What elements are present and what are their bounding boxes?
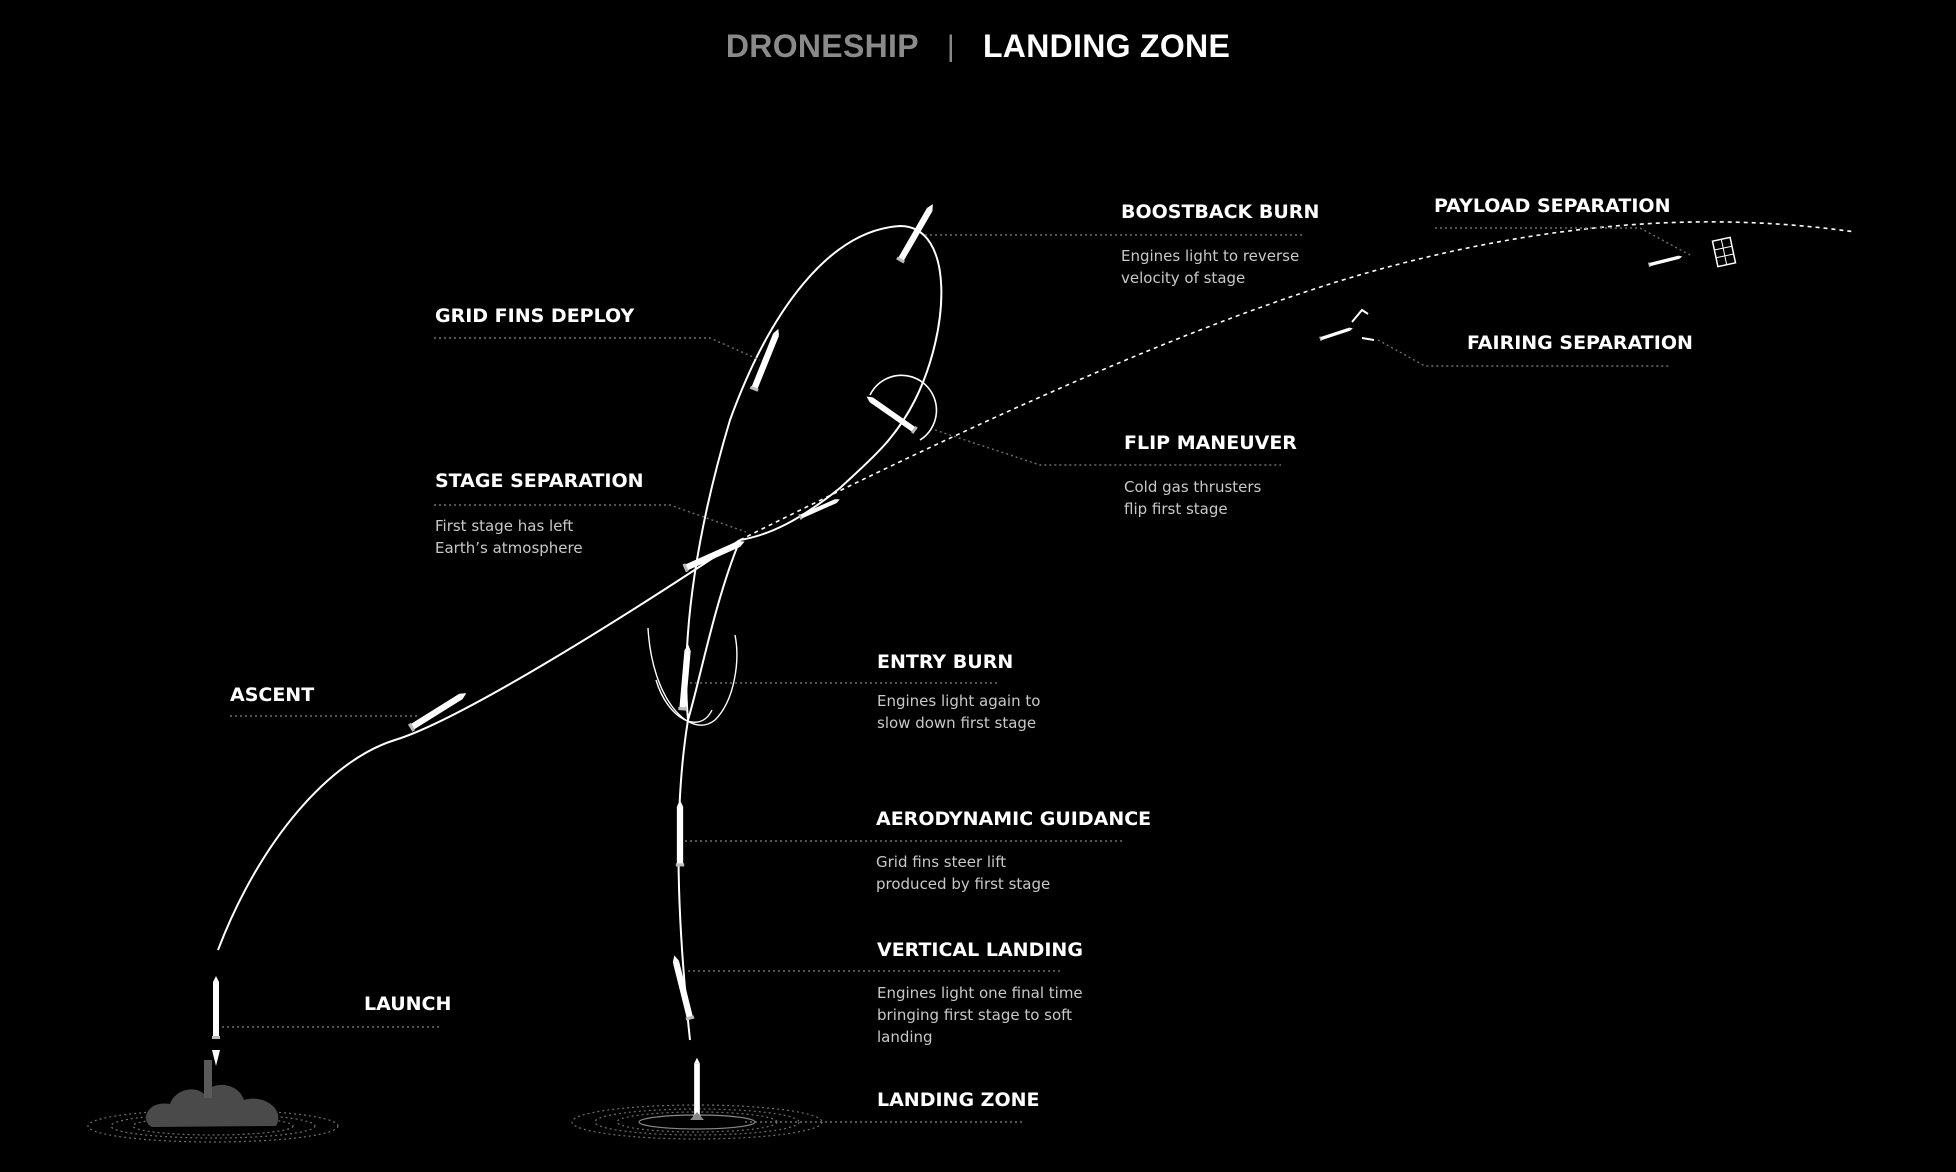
rocket-boostback — [896, 202, 936, 263]
desc-vertical-landing: Engines light one final time bringing first stage to soft landing — [877, 984, 1083, 1046]
label-landing-zone: LANDING ZONE — [877, 1089, 1040, 1111]
label-entry-burn: ENTRY BURN — [877, 651, 1014, 673]
label-payload-separation: PAYLOAD SEPARATION — [1434, 195, 1671, 217]
desc-aerodynamic-guidance: Grid fins steer lift produced by first stage — [876, 853, 1051, 893]
entry-burn-arc-outer — [648, 628, 737, 725]
ascent-trajectory — [218, 540, 740, 950]
rocket-landed — [693, 1058, 701, 1118]
satellite-icon — [1712, 237, 1735, 266]
label-aerodynamic-guidance: AERODYNAMIC GUIDANCE — [876, 808, 1152, 830]
tab-droneship[interactable]: DRONESHIP — [725, 28, 919, 65]
desc-stage-separation: First stage has left Earth’s atmosphere — [435, 517, 583, 557]
label-fairing-separation: FAIRING SEPARATION — [1467, 332, 1693, 354]
label-launch: LAUNCH — [364, 993, 452, 1015]
rocket-flip — [864, 393, 917, 434]
label-ascent: ASCENT — [230, 684, 315, 706]
tab-landing-zone[interactable]: LANDING ZONE — [982, 28, 1231, 65]
fairing-pieces — [1319, 310, 1374, 341]
label-boostback-burn: BOOSTBACK BURN — [1121, 201, 1320, 223]
label-flip-maneuver: FLIP MANEUVER — [1124, 432, 1297, 454]
rocket-payload-stage — [1648, 254, 1683, 267]
desc-entry-burn: Engines light again to slow down first stage — [877, 692, 1041, 732]
desc-boostback-burn: Engines light to reverse velocity of stage — [1121, 247, 1300, 287]
first-stage-return-loop — [686, 226, 941, 720]
label-grid-fins-deploy: GRID FINS DEPLOY — [435, 305, 635, 327]
launch-pad — [88, 1060, 338, 1142]
rocket-entry-burn — [678, 644, 692, 711]
label-stage-separation: STAGE SEPARATION — [435, 470, 644, 492]
desc-flip-maneuver: Cold gas thrusters flip first stage — [1124, 478, 1262, 518]
tab-separator: | — [946, 29, 955, 63]
rocket-aero-guidance — [676, 800, 684, 866]
rocket-launch — [212, 976, 220, 1039]
launch-smoke — [146, 1085, 278, 1127]
label-vertical-landing: VERTICAL LANDING — [877, 939, 1083, 961]
